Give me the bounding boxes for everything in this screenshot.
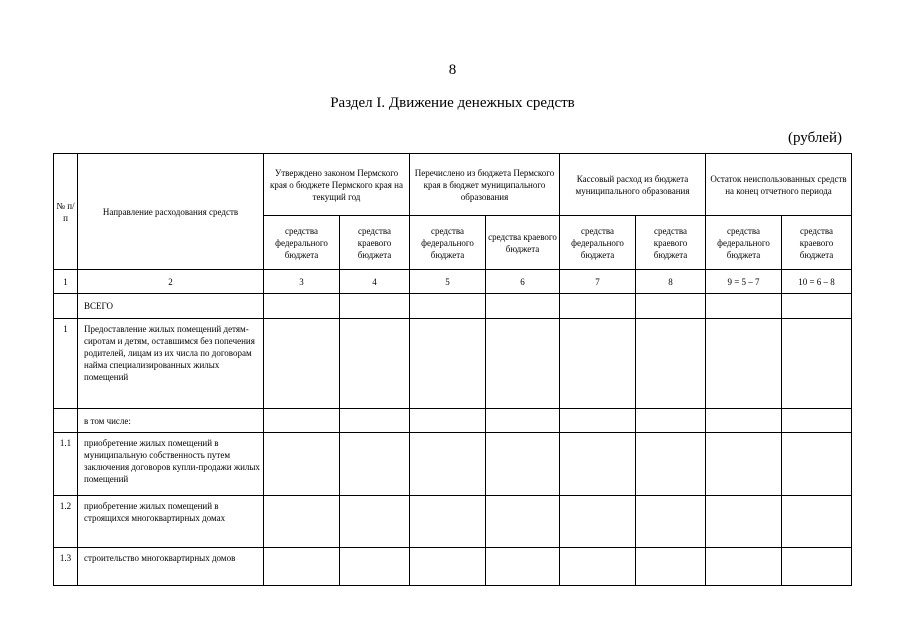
column-number: 6: [486, 270, 560, 294]
column-numbers-row: [54, 270, 852, 294]
value-cell: [410, 319, 486, 409]
col-header-transferred: Перечислено из бюджета Пермского края в бюджет муниципального образования: [410, 154, 560, 216]
value-cell: [706, 319, 782, 409]
table-row: [54, 433, 852, 496]
value-cell: [782, 548, 852, 586]
value-cell: [782, 496, 852, 548]
subheader-regional: средства краевого бюджета: [340, 216, 410, 270]
subheader-federal: средства федерального бюджета: [706, 216, 782, 270]
value-cell: [560, 433, 636, 496]
value-cell: [636, 433, 706, 496]
value-cell: [340, 319, 410, 409]
units-label: (рублей): [787, 130, 842, 146]
row-direction: Предоставление жилых помещений детям-сиротам и детям, оставшимся без попечения родителей, лицам из их числа по договорам найма специализированных жилых помещений: [78, 319, 264, 409]
table-row: [54, 409, 852, 433]
column-number: 1: [54, 270, 78, 294]
table-row: [54, 496, 852, 548]
column-number: 3: [264, 270, 340, 294]
row-direction: ВСЕГО: [78, 294, 264, 319]
column-number: 9 = 5 – 7: [706, 270, 782, 294]
table-row: [54, 294, 852, 319]
col-header-number: № п/п: [54, 154, 78, 270]
value-cell: [782, 294, 852, 319]
value-cell: [706, 409, 782, 433]
value-cell: [340, 409, 410, 433]
value-cell: [782, 319, 852, 409]
value-cell: [486, 409, 560, 433]
value-cell: [264, 319, 340, 409]
subheader-federal: средства федерального бюджета: [560, 216, 636, 270]
value-cell: [636, 294, 706, 319]
value-cell: [340, 548, 410, 586]
row-direction: строительство многоквартирных домов: [78, 548, 264, 586]
col-header-approved: Утверждено законом Пермского края о бюджете Пермского края на текущий год: [264, 154, 410, 216]
subheader-federal: средства федерального бюджета: [410, 216, 486, 270]
value-cell: [264, 433, 340, 496]
section-title: Раздел I. Движение денежных средств: [330, 95, 575, 111]
row-number: 1.3: [54, 548, 78, 586]
value-cell: [560, 319, 636, 409]
row-number: [54, 409, 78, 433]
header-row: [54, 154, 852, 216]
column-number: 5: [410, 270, 486, 294]
page-number: 8: [448, 62, 457, 78]
row-number: 1.2: [54, 496, 78, 548]
value-cell: [410, 433, 486, 496]
row-number: 1.1: [54, 433, 78, 496]
value-cell: [486, 548, 560, 586]
row-direction: в том числе:: [78, 409, 264, 433]
value-cell: [410, 496, 486, 548]
value-cell: [560, 548, 636, 586]
column-number: 4: [340, 270, 410, 294]
row-number: 1: [54, 319, 78, 409]
value-cell: [410, 409, 486, 433]
value-cell: [264, 409, 340, 433]
subheader-regional: средства краевого бюджета: [636, 216, 706, 270]
subheader-regional: средства краевого бюджета: [486, 216, 560, 270]
value-cell: [782, 433, 852, 496]
col-header-direction: Направление расходования средств: [78, 154, 264, 270]
value-cell: [486, 294, 560, 319]
value-cell: [560, 409, 636, 433]
value-cell: [706, 496, 782, 548]
col-header-balance: Остаток неиспользованных средств на конец отчетного периода: [706, 154, 852, 216]
row-number: [54, 294, 78, 319]
subheader-federal: средства федерального бюджета: [264, 216, 340, 270]
value-cell: [706, 433, 782, 496]
value-cell: [264, 294, 340, 319]
col-header-expenditure: Кассовый расход из бюджета муниципального образования: [560, 154, 706, 216]
value-cell: [340, 294, 410, 319]
column-number: 2: [78, 270, 264, 294]
value-cell: [560, 294, 636, 319]
value-cell: [486, 433, 560, 496]
value-cell: [706, 294, 782, 319]
value-cell: [264, 496, 340, 548]
value-cell: [410, 294, 486, 319]
value-cell: [560, 496, 636, 548]
value-cell: [636, 548, 706, 586]
value-cell: [706, 548, 782, 586]
value-cell: [486, 319, 560, 409]
table-row: [54, 548, 852, 586]
value-cell: [410, 548, 486, 586]
row-direction: приобретение жилых помещений в строящихся многоквартирных домах: [78, 496, 264, 548]
value-cell: [340, 433, 410, 496]
value-cell: [340, 496, 410, 548]
value-cell: [486, 496, 560, 548]
subheader-regional: средства краевого бюджета: [782, 216, 852, 270]
value-cell: [636, 496, 706, 548]
table-row: [54, 319, 852, 409]
row-direction: приобретение жилых помещений в муниципальную собственность путем заключения договоров купли-продажи жилых помещений: [78, 433, 264, 496]
value-cell: [264, 548, 340, 586]
value-cell: [636, 319, 706, 409]
column-number: 7: [560, 270, 636, 294]
value-cell: [782, 409, 852, 433]
cash-flow-table: [53, 153, 852, 586]
column-number: 8: [636, 270, 706, 294]
value-cell: [636, 409, 706, 433]
column-number: 10 = 6 – 8: [782, 270, 852, 294]
